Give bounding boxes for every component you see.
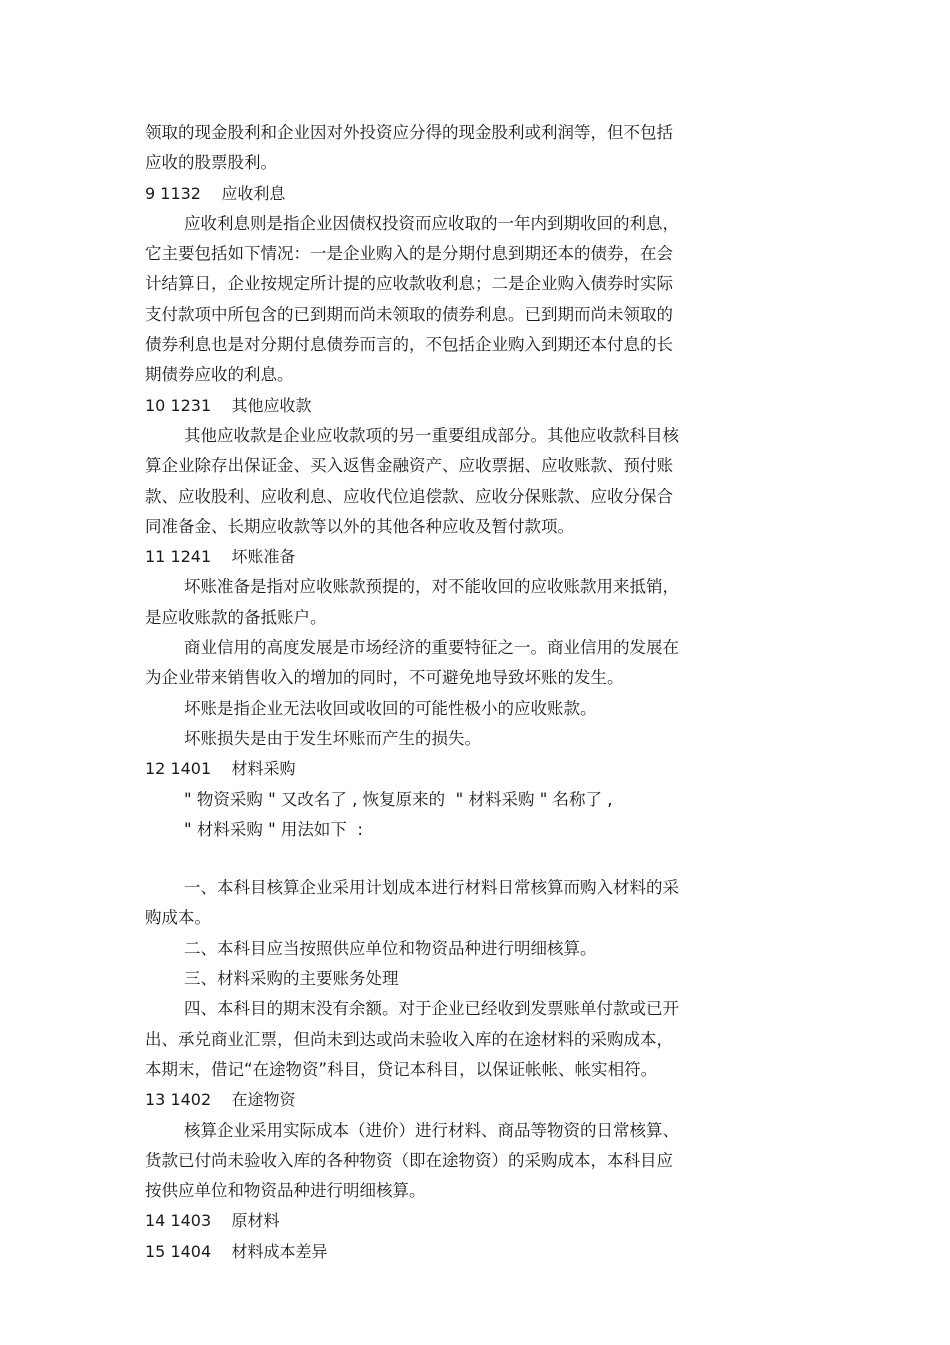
paragraph-first-line: 四、本科目的期末没有余额。对于企业已经收到发票账单付款或已开	[184, 999, 679, 1019]
paragraph-line: 应收的股票股利。	[145, 153, 277, 173]
paragraph-first-line: 应收利息则是指企业因债权投资而应收取的一年内到期收回的利息，	[184, 213, 679, 233]
paragraph-line: 期债券应收的利息。	[145, 365, 294, 385]
paragraph-first-line: 一、本科目核算企业采用计划成本进行材料日常核算而购入材料的采	[184, 878, 679, 898]
paragraph-first-line: " 物资采购 " 又改名了 , 恢复原来的 " 材料采购 " 名称了 ,	[184, 789, 613, 809]
paragraph-first-line: " 材料采购 " 用法如下 :	[184, 819, 363, 839]
account-heading: 13 1402 在途物资	[145, 1090, 296, 1110]
paragraph-first-line: 核算企业采用实际成本（进价）进行材料、商品等物资的日常核算、	[184, 1120, 679, 1140]
paragraph-line: 债券利息也是对分期付息债券而言的，不包括企业购入到期还本付息的长	[145, 335, 673, 355]
paragraph-first-line: 商业信用的高度发展是市场经济的重要特征之一。商业信用的发展在	[184, 638, 679, 658]
account-heading: 11 1241 坏账准备	[145, 547, 296, 567]
paragraph-line: 是应收账款的备抵账户。	[145, 607, 327, 627]
account-heading: 10 1231 其他应收款	[145, 395, 312, 415]
paragraph-first-line: 其他应收款是企业应收款项的另一重要组成部分。其他应收款科目核	[184, 425, 679, 445]
paragraph-line: 按供应单位和物资品种进行明细核算。	[145, 1181, 426, 1201]
paragraph-line: 领取的现金股利和企业因对外投资应分得的现金股利或利润等，但不包括	[145, 123, 673, 142]
paragraph-first-line: 坏账是指企业无法收回或收回的可能性极小的应收账款。	[184, 698, 597, 718]
account-heading: 14 1403 原材料	[145, 1211, 280, 1231]
paragraph-line: 本期末，借记“在途物资”科目，贷记本科目，以保证帐帐、帐实相符。	[145, 1059, 658, 1079]
paragraph-line: 支付款项中所包含的已到期而尚未领取的债券利息。已到期而尚未领取的	[145, 304, 673, 324]
paragraph-line: 算企业除存出保证金、买入返售金融资产、应收票据、应收账款、预付账	[145, 456, 673, 476]
paragraph-line: 同准备金、长期应收款等以外的其他各种应收及暂付款项。	[145, 516, 574, 536]
document-body	[145, 118, 725, 1267]
paragraph-first-line: 坏账损失是由于发生坏账而产生的损失。	[184, 728, 481, 748]
paragraph-line: 计结算日，企业按规定所计提的应收款收利息；二是企业购入债券时实际	[145, 274, 673, 294]
account-heading: 15 1404 材料成本差异	[145, 1241, 328, 1261]
paragraph-first-line: 三、材料采购的主要账务处理	[184, 969, 399, 989]
account-heading: 12 1401 材料采购	[145, 759, 296, 779]
blank-line	[145, 845, 725, 873]
paragraph-line: 款、应收股利、应收利息、应收代位追偿款、应收分保账款、应收分保合	[145, 486, 673, 506]
paragraph-line: 购成本。	[145, 908, 211, 928]
account-heading: 9 1132 应收利息	[145, 183, 286, 203]
paragraph-line: 它主要包括如下情况：一是企业购入的是分期付息到期还本的债券，在会	[145, 244, 673, 264]
paragraph-line: 为企业带来销售收入的增加的同时，不可避免地导致坏账的发生。	[145, 668, 624, 688]
paragraph-line: 出、承兑商业汇票，但尚未到达或尚未验收入库的在途材料的采购成本，	[145, 1029, 673, 1049]
paragraph-first-line: 二、本科目应当按照供应单位和物资品种进行明细核算。	[184, 938, 597, 958]
paragraph-first-line: 坏账准备是指对应收账款预提的，对不能收回的应收账款用来抵销，	[184, 577, 679, 597]
paragraph-line: 货款已付尚未验收入库的各种物资（即在途物资）的采购成本，本科目应	[145, 1150, 673, 1170]
